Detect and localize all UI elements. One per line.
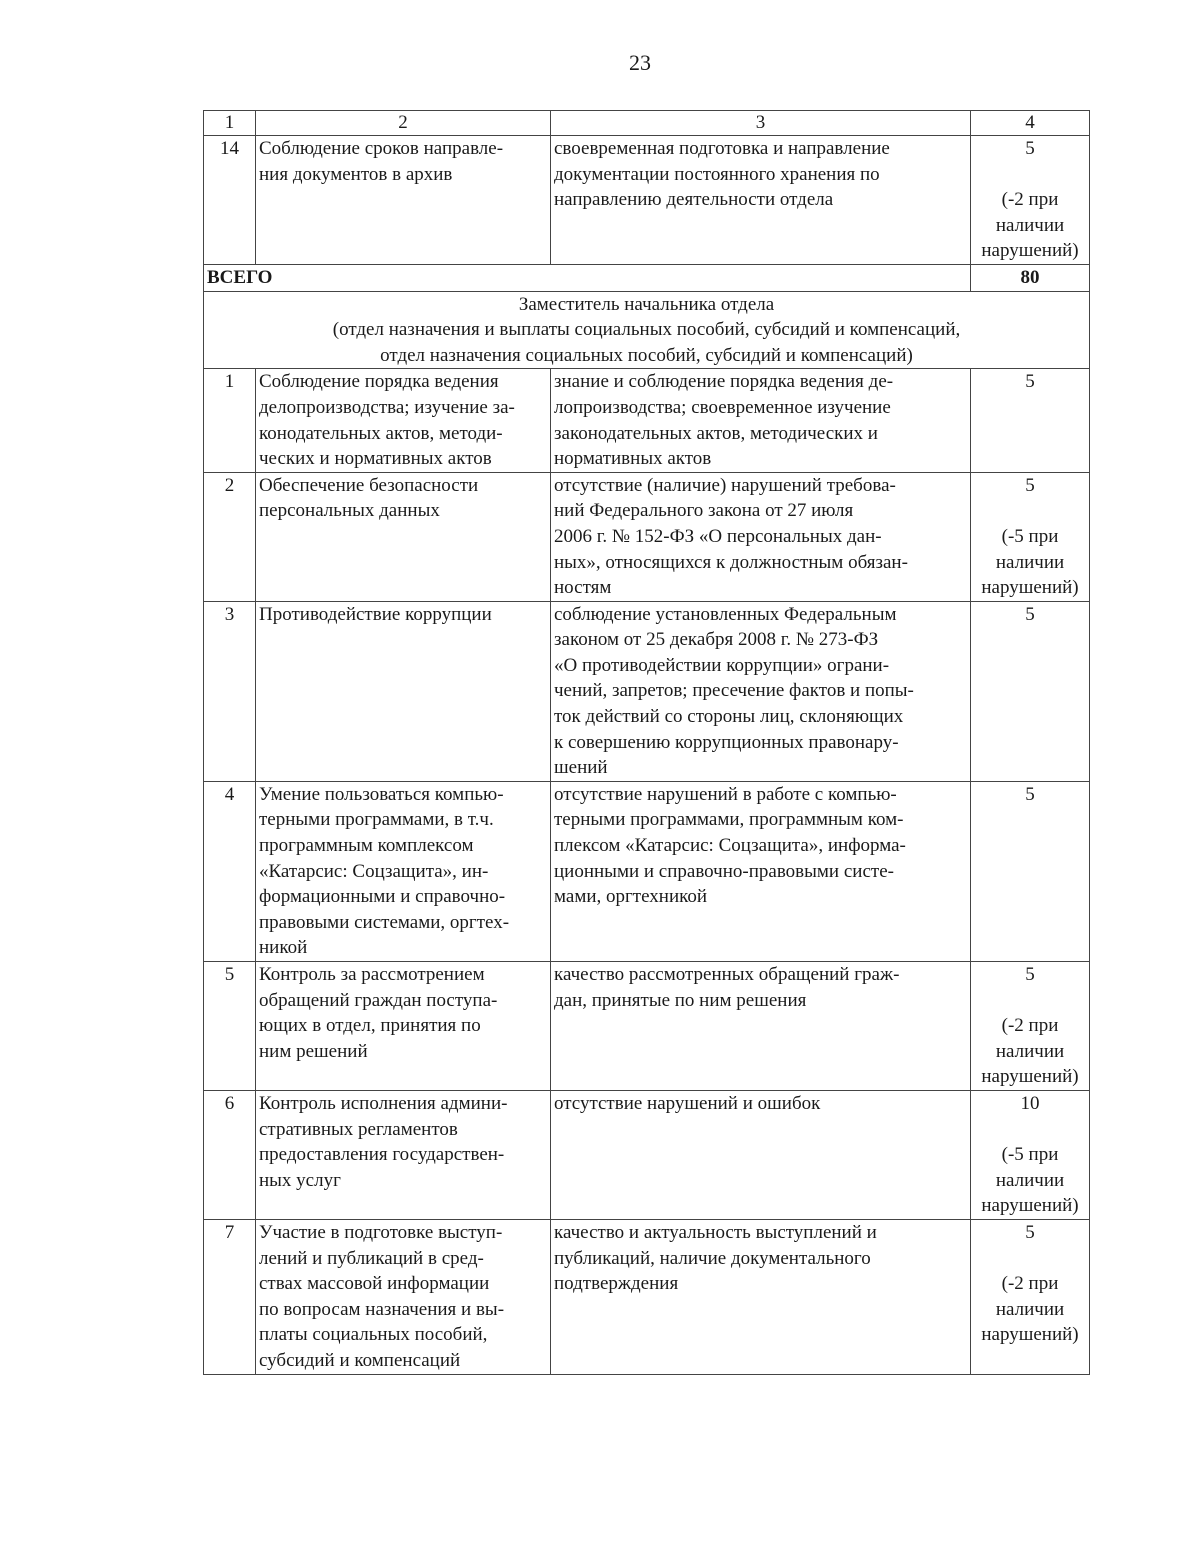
row-number: 1 bbox=[204, 369, 256, 472]
score-cell: 5 bbox=[971, 369, 1090, 472]
score-cell: 5 (-5 при наличии нарушений) bbox=[971, 472, 1090, 601]
criterion-cell: Противодействие коррупции bbox=[256, 601, 551, 781]
table-header-row bbox=[204, 111, 1090, 136]
criterion-cell: Умение пользоваться компью- терными программами, в т.ч. программным комплексом «Катарсис: Соцзащита», ин- формационными и справочно- правовыми системами, оргтех- никой bbox=[256, 781, 551, 961]
score-cell: 5 bbox=[971, 781, 1090, 961]
row-number: 6 bbox=[204, 1090, 256, 1219]
total-value: 80 bbox=[971, 264, 1090, 291]
row-number: 4 bbox=[204, 781, 256, 961]
indicator-cell: отсутствие (наличие) нарушений требова- ний Федерального закона от 27 июля 2006 г. № 152-ФЗ «О персональных дан- ных», относящихся к должностным обязан- ностям bbox=[551, 472, 971, 601]
indicator-cell: отсутствие нарушений и ошибок bbox=[551, 1090, 971, 1219]
indicator-cell: отсутствие нарушений в работе с компью- терными программами, программным ком- плексом «Катарсис: Соцзащита», информа- ционными и справочно-правовыми систе- мами, оргтехникой bbox=[551, 781, 971, 961]
column-header: 2 bbox=[256, 111, 551, 136]
indicator-cell: знание и соблюдение порядка ведения де- лопроизводства; своевременное изучение законодательных актов, методических и нормативных актов bbox=[551, 369, 971, 472]
criterion-cell: Соблюдение порядка ведения делопроизводства; изучение за- конодательных актов, методи- ческих и нормативных актов bbox=[256, 369, 551, 472]
table-row bbox=[204, 601, 1090, 781]
criterion-cell: Контроль за рассмотрением обращений граждан поступа- ющих в отдел, принятия по ним решений bbox=[256, 962, 551, 1091]
table-row bbox=[204, 369, 1090, 472]
criteria-table bbox=[203, 110, 1090, 1375]
table-row bbox=[204, 1090, 1090, 1219]
column-header: 3 bbox=[551, 111, 971, 136]
column-header: 1 bbox=[204, 111, 256, 136]
row-number: 14 bbox=[204, 136, 256, 265]
indicator-cell: соблюдение установленных Федеральным законом от 25 декабря 2008 г. № 273-ФЗ «О противодействии коррупции» ограни- чений, запретов; пресечение фактов и попы- ток действий со стороны лиц, склоняющих к совершению коррупционных правонару- шений bbox=[551, 601, 971, 781]
score-cell: 5 (-2 при наличии нарушений) bbox=[971, 962, 1090, 1091]
indicator-cell: качество и актуальность выступлений и публикаций, наличие документального подтверждения bbox=[551, 1219, 971, 1374]
row-number: 7 bbox=[204, 1219, 256, 1374]
score-cell: 10 (-5 при наличии нарушений) bbox=[971, 1090, 1090, 1219]
section-row bbox=[204, 291, 1090, 369]
criterion-cell: Участие в подготовке выступ- лений и публикаций в сред- ствах массовой информации по вопросам назначения и вы- платы социальных пособий, субсидий и компенсаций bbox=[256, 1219, 551, 1374]
row-number: 5 bbox=[204, 962, 256, 1091]
indicator-cell: своевременная подготовка и направление документации постоянного хранения по направлению деятельности отдела bbox=[551, 136, 971, 265]
row-number: 2 bbox=[204, 472, 256, 601]
criterion-cell: Соблюдение сроков направле- ния документов в архив bbox=[256, 136, 551, 265]
score-cell: 5 (-2 при наличии нарушений) bbox=[971, 1219, 1090, 1374]
table-row bbox=[204, 136, 1090, 265]
column-header: 4 bbox=[971, 111, 1090, 136]
row-number: 3 bbox=[204, 601, 256, 781]
score-cell: 5 bbox=[971, 601, 1090, 781]
table-row bbox=[204, 962, 1090, 1091]
section-title: Заместитель начальника отдела (отдел назначения и выплаты социальных пособий, субсидий и компенсаций, отдел назначения социальных пособий, субсидий и компенсаций) bbox=[204, 291, 1090, 369]
indicator-cell: качество рассмотренных обращений граж- дан, принятые по ним решения bbox=[551, 962, 971, 1091]
criterion-cell: Контроль исполнения админи- стративных регламентов предоставления государствен- ных услуг bbox=[256, 1090, 551, 1219]
table-row bbox=[204, 1219, 1090, 1374]
criterion-cell: Обеспечение безопасности персональных данных bbox=[256, 472, 551, 601]
score-cell: 5 (-2 при наличии нарушений) bbox=[971, 136, 1090, 265]
total-label: ВСЕГО bbox=[204, 264, 971, 291]
table-row bbox=[204, 472, 1090, 601]
total-row bbox=[204, 264, 1090, 291]
page-number: 23 bbox=[629, 50, 651, 75]
table-row bbox=[204, 781, 1090, 961]
